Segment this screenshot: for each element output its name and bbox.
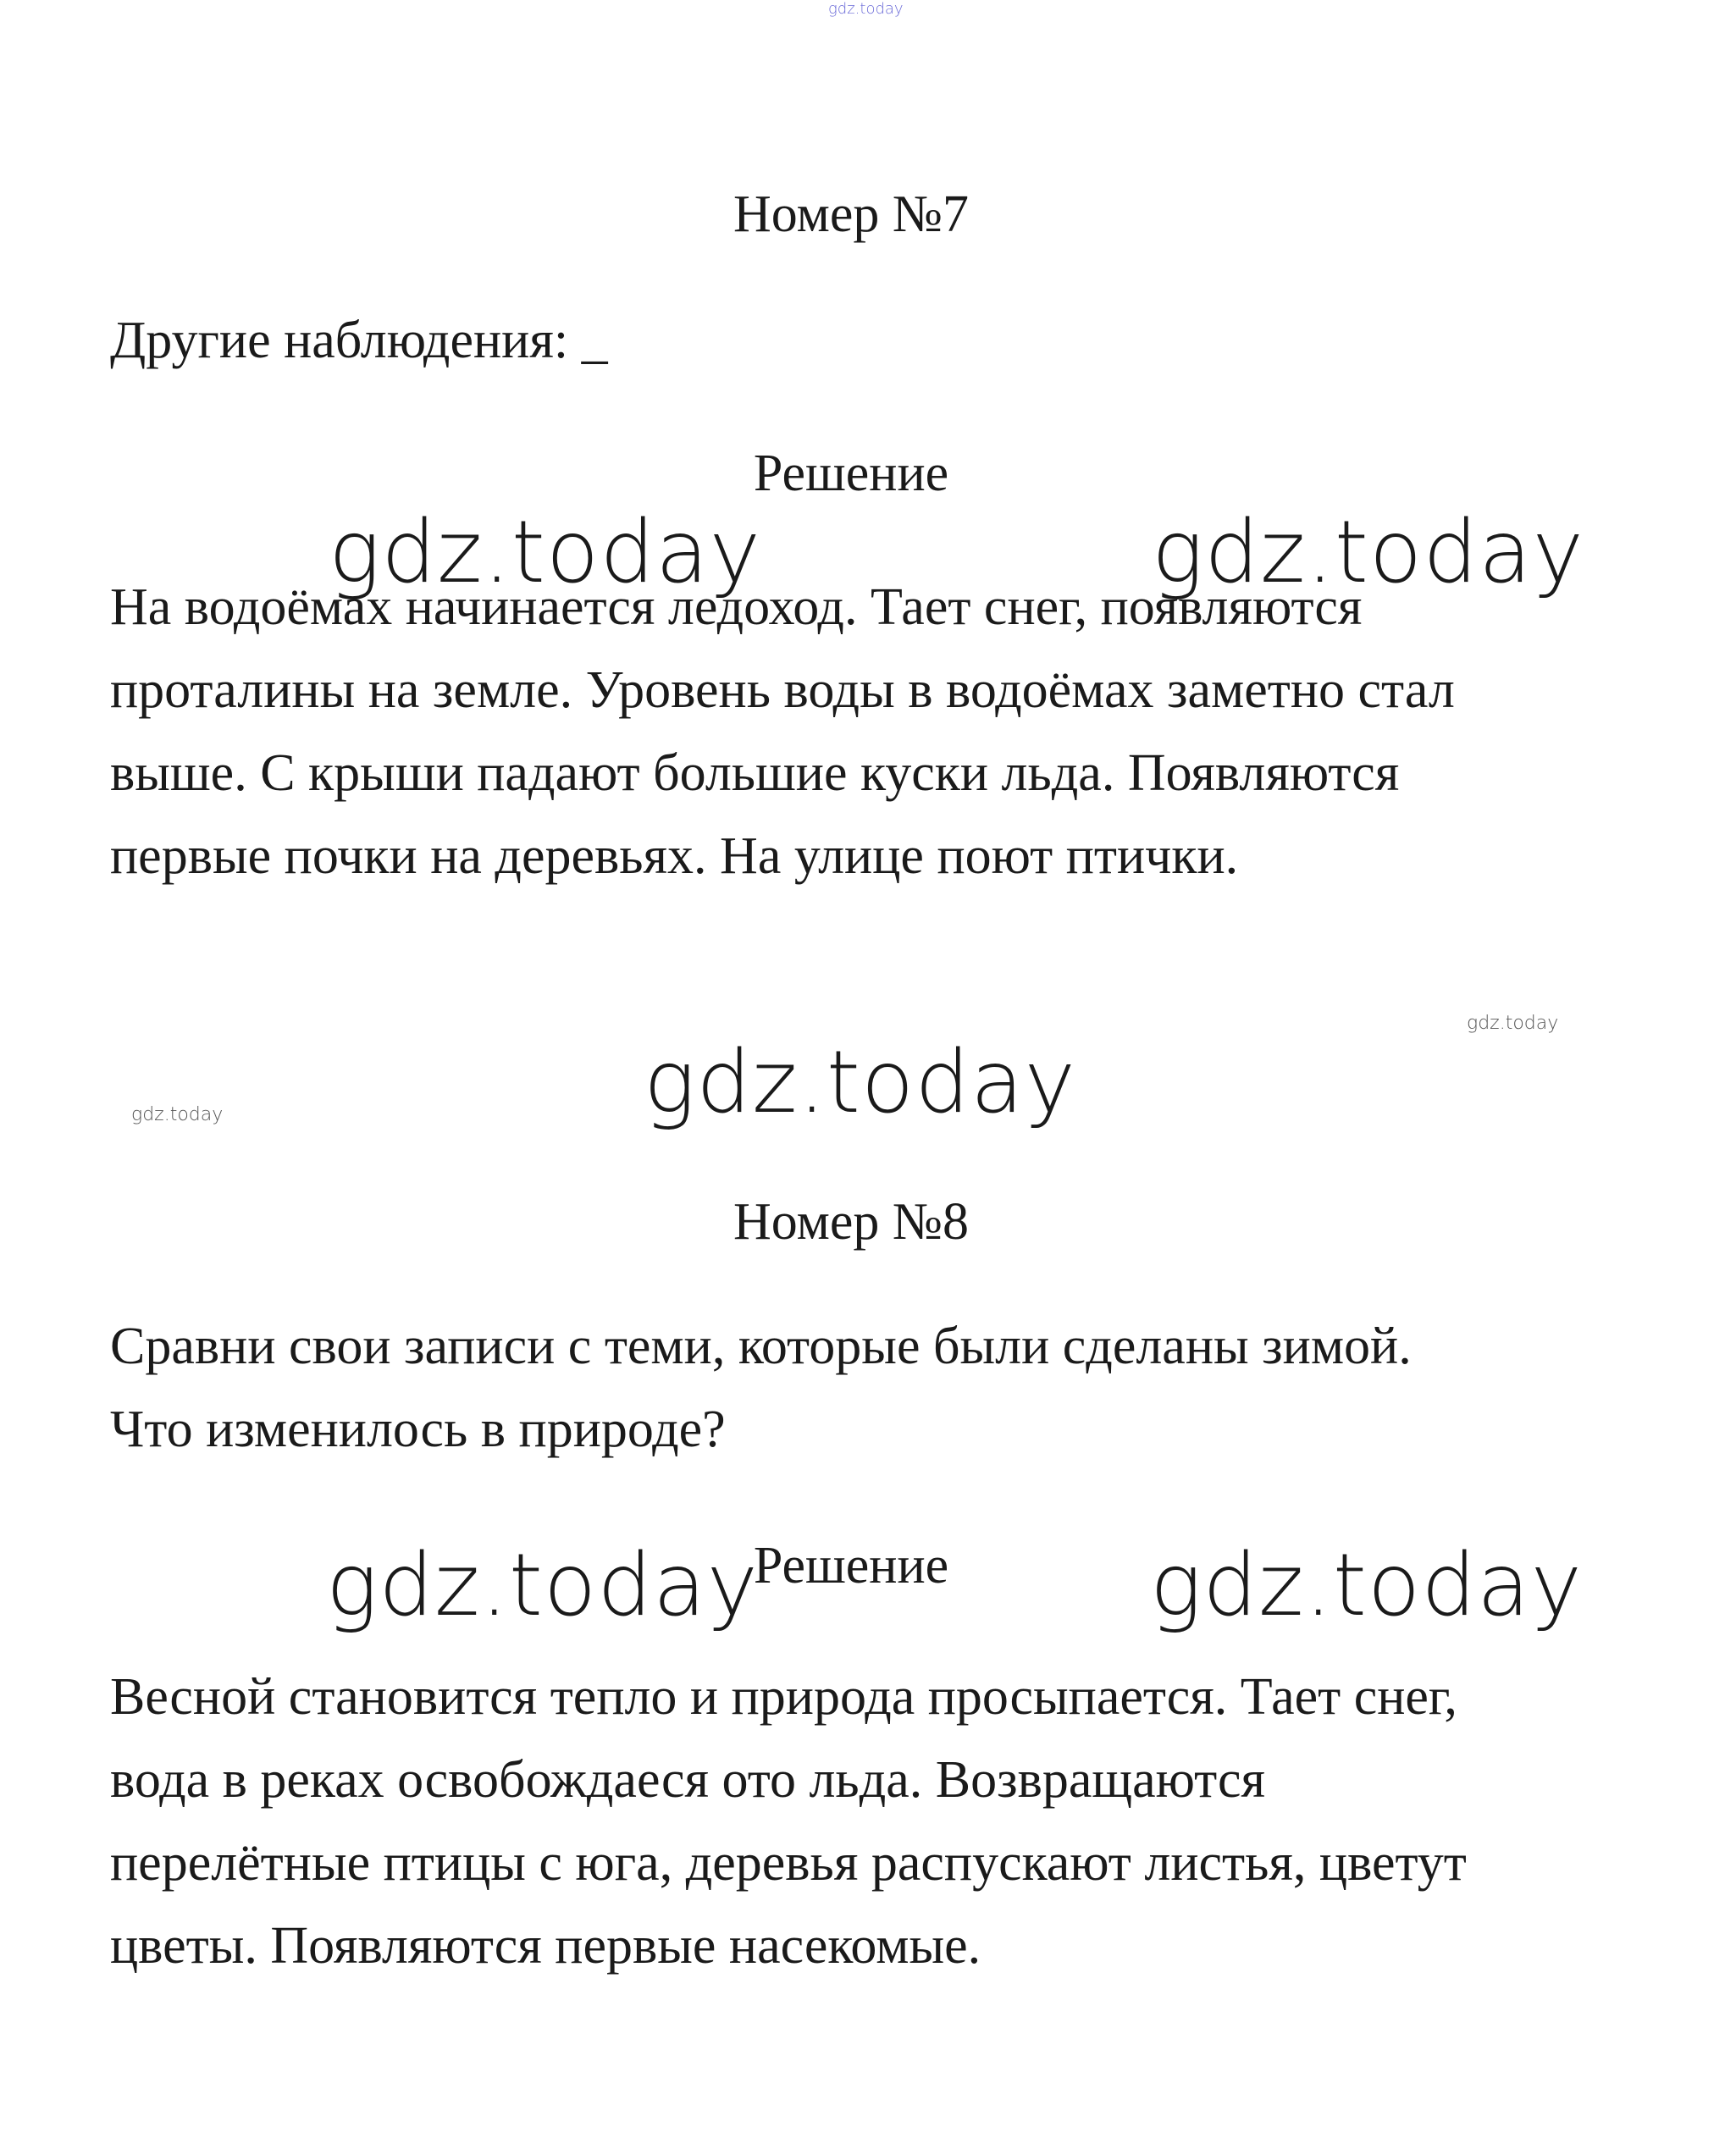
task7-question-line: Другие наблюдения: _ (110, 312, 608, 369)
task7-title: Номер №7 (733, 185, 969, 243)
task7-answer (110, 566, 1617, 898)
task7-answer-line: проталины на земле. Уровень воды в водоёмах заметно стал (110, 661, 1455, 719)
watermark-big: gdz.today (329, 502, 761, 603)
task8-answer-line: цветы. Появляются первые насекомые. (110, 1917, 981, 1975)
watermark-big: gdz.today (644, 1032, 1076, 1133)
watermark-big: gdz.today (1152, 502, 1584, 603)
task8-question-line: Сравни свои записи с теми, которые были сделаны зимой. (110, 1318, 1412, 1375)
watermark-big: gdz.today (1150, 1535, 1583, 1636)
watermark-small: gdz.today (1467, 1013, 1559, 1034)
watermark-big: gdz.today (326, 1535, 759, 1636)
task8-question (110, 1305, 1617, 1471)
task8-answer (110, 1655, 1617, 1987)
task8-answer-line: перелётные птицы с юга, деревья распускают листья, цветут (110, 1834, 1467, 1892)
task7-answer-line: первые почки на деревьях. На улице поют птички. (110, 827, 1239, 885)
task7-solution-label: Решение (753, 445, 949, 502)
watermark-top: gdz.today (828, 0, 904, 18)
task7-question (110, 299, 1617, 382)
task7-answer-line: выше. С крыши падают большие куски льда. Появляются (110, 744, 1400, 802)
task8-title: Номер №8 (733, 1193, 969, 1251)
task8-answer-line: вода в реках освобождаеся ото льда. Возвращаются (110, 1751, 1266, 1809)
task8-solution-label: Решение (753, 1537, 949, 1594)
watermark-small: gdz.today (131, 1104, 224, 1125)
task7-answer-line: На водоёмах начинается ледоход. Тает снег, появляются (110, 578, 1363, 636)
task8-answer-line: Весной становится тепло и природа просыпается. Тает снег, (110, 1668, 1457, 1726)
task8-question-line: Что изменилось в природе? (110, 1401, 726, 1458)
